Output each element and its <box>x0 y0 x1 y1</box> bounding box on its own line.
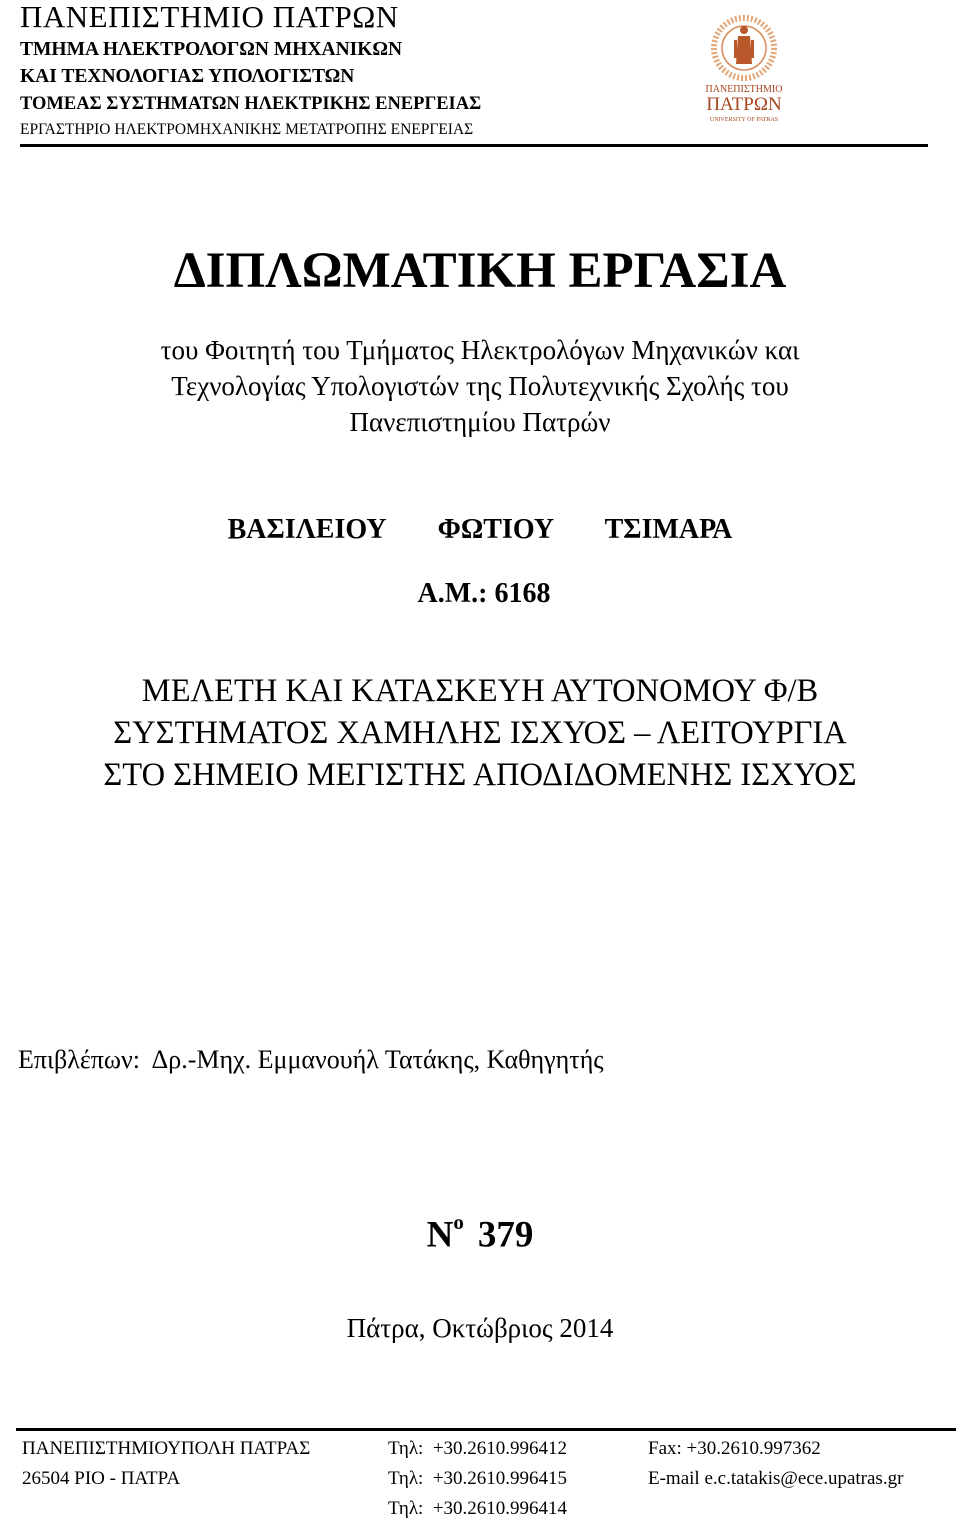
student-name: ΒΑΣΙΛΕΙΟΥ ΦΩΤΙΟΥ ΤΣΙΜΑΡΑ <box>227 514 733 545</box>
footer-phone-1: Τηλ: +30.2610.996412 <box>388 1438 568 1459</box>
department-line-1: ΤΜΗΜΑ ΗΛΕΚΤΡΟΛΟΓΩΝ ΜΗΧΑΝΙΚΩΝ <box>20 39 403 60</box>
footer-address-2: 26504 ΡΙΟ - ΠΑΤΡΑ <box>22 1468 181 1489</box>
place-date: Πάτρα, Οκτώβριος 2014 <box>346 1313 614 1343</box>
thesis-title-line-1: ΜΕΛΕΤΗ ΚΑΙ ΚΑΤΑΣΚΕΥΗ ΑΥΤΟΝΟΜΟΥ Φ/Β <box>141 673 819 709</box>
number-superscript: ο <box>453 1210 464 1234</box>
university-name: ΠΑΝΕΠΙΣΤΗΜΙΟ ΠΑΤΡΩΝ <box>20 0 399 34</box>
header-divider <box>20 144 928 147</box>
student-id: Α.Μ.: 6168 <box>417 578 551 609</box>
university-logo <box>698 12 790 124</box>
footer-fax: Fax: +30.2610.997362 <box>648 1438 821 1459</box>
subtitle-line-2: Τεχνολογίας Υπολογιστών της Πολυτεχνικής Σχολής του <box>171 371 789 401</box>
footer-address-1: ΠΑΝΕΠΙΣΤΗΜΙΟΥΠΟΛΗ ΠΑΤΡΑΣ <box>22 1438 311 1459</box>
thesis-number <box>0 1202 960 1259</box>
thesis-title-line-2: ΣΥΣΤΗΜΑΤΟΣ ΧΑΜΗΛΗΣ ΙΣΧΥΟΣ – ΛΕΙΤΟΥΡΓΙΑ <box>113 715 847 751</box>
laboratory-name: ΕΡΓΑΣΤΗΡΙΟ ΗΛΕΚΤΡΟΜΗΧΑΝΙΚΗΣ ΜΕΤΑΤΡΟΠΗΣ ΕΝΕΡΓΕΙΑΣ <box>20 121 474 138</box>
footer-phone-2: Τηλ: +30.2610.996415 <box>388 1468 568 1489</box>
number-value: 379 <box>477 1214 534 1256</box>
subtitle-line-3: Πανεπιστημίου Πατρών <box>349 407 611 437</box>
logo-text-1: ΠΑΝΕΠΙΣΤΗΜΙΟ <box>705 84 783 95</box>
logo-text-3: UNIVERSITY OF PATRAS <box>709 117 779 123</box>
department-line-2: ΚΑΙ ΤΕΧΝΟΛΟΓΙΑΣ ΥΠΟΛΟΓΙΣΤΩΝ <box>20 66 355 87</box>
subtitle-line-1: του Φοιτητή του Τμήματος Ηλεκτρολόγων Μηχανικών και <box>160 335 800 365</box>
logo-text-2: ΠΑΤΡΩΝ <box>706 94 782 115</box>
footer-email[interactable]: E-mail e.c.tatakis@ece.upatras.gr <box>648 1468 904 1489</box>
thesis-title-line-3: ΣΤΟ ΣΗΜΕΙΟ ΜΕΓΙΣΤΗΣ ΑΠΟΔΙΔΟΜΕΝΗΣ ΙΣΧΥΟΣ <box>103 757 857 793</box>
document-title: ΔΙΠΛΩΜΑΤΙΚΗ ΕΡΓΑΣΙΑ <box>173 243 787 299</box>
supervisor: Επιβλέπων: Δρ.-Μηχ. Εμμανουήλ Τατάκης, Καθηγητής <box>18 1045 604 1074</box>
number-prefix: N <box>426 1214 454 1256</box>
division-name: ΤΟΜΕΑΣ ΣΥΣΤΗΜΑΤΩΝ ΗΛΕΚΤΡΙΚΗΣ ΕΝΕΡΓΕΙΑΣ <box>20 94 482 114</box>
footer-divider <box>16 1428 956 1431</box>
university-of-patras-seal-icon <box>698 12 790 124</box>
footer-phone-3: Τηλ: +30.2610.996414 <box>388 1498 568 1519</box>
